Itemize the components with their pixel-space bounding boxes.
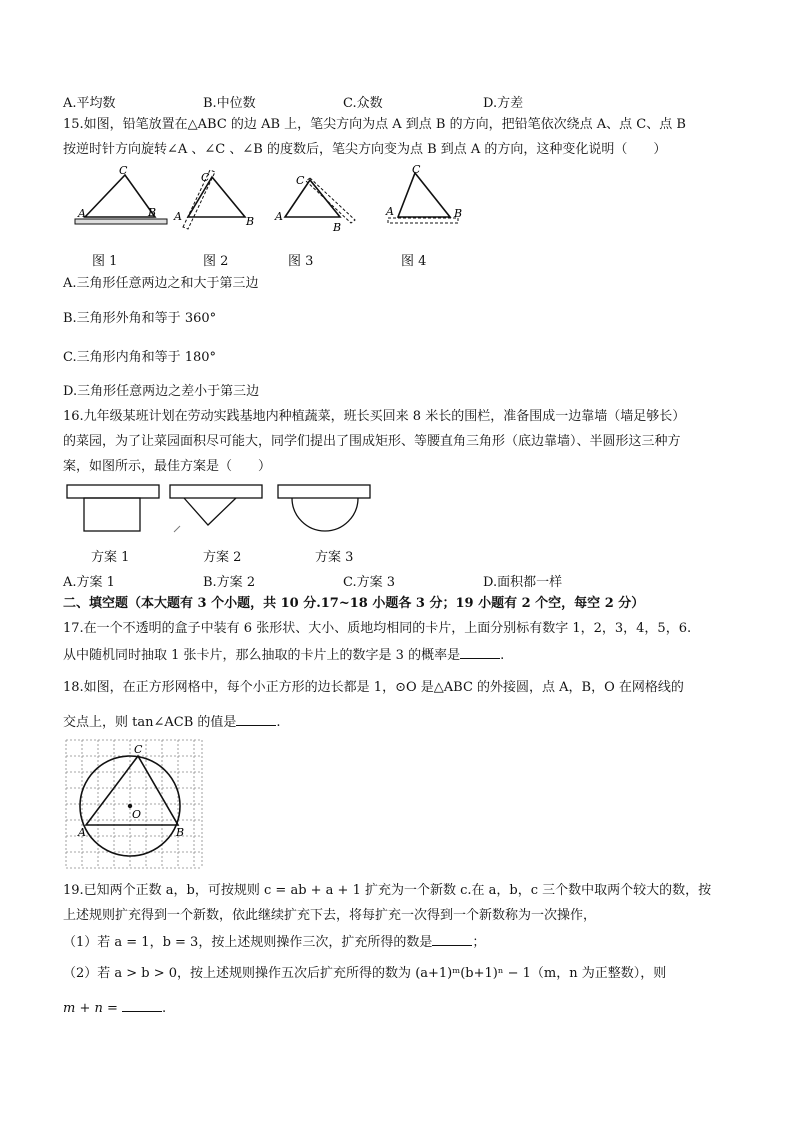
q14-option-d: D.方差	[483, 96, 524, 111]
q16-plan-2	[170, 485, 262, 532]
q15-label-a: A	[78, 207, 86, 220]
svg-text:C: C	[201, 171, 210, 184]
q15-option-d: D.三角形任意两边之差小于第三边	[63, 384, 260, 399]
q16-plan-3	[278, 485, 370, 531]
svg-text:B: B	[246, 215, 255, 228]
section-2-heading: 二、填空题（本大题有 3 个小题，共 10 分.17~18 小题各 3 分；19 小题有 2 个空，每空 2 分）	[63, 596, 645, 611]
q16-caption-1: 方案 1	[91, 550, 130, 565]
q14-option-a: A.平均数	[63, 96, 116, 111]
q16-stem-line2: 的菜园，为了让菜园面积尽可能大，同学们提出了围成矩形、等腰直角三角形（底边靠墙）、半圆形这三种方	[63, 434, 681, 449]
q19-stem-line2: 上述规则扩充得到一个新数，依此继续扩充下去，将每扩充一次得到一个新数称为一次操作，	[63, 908, 597, 923]
q19-answer-blank-1	[432, 933, 472, 946]
q16-figures	[64, 482, 384, 542]
q19-answer-blank-2	[122, 999, 162, 1012]
q16-option-a: A.方案 1	[63, 575, 115, 590]
q18-figure	[66, 740, 206, 870]
svg-text:A: A	[174, 210, 182, 223]
q15-figures	[70, 165, 490, 235]
q15-figure-1	[75, 164, 167, 224]
q19-part-2: （2）若 a > b > 0，按上述规则操作五次后扩充所得的数为 (a+1)ᵐ(b+1)ⁿ − 1（m，n 为正整数），则	[63, 966, 667, 981]
q17-stem-line2: 从中随机同时抽取 1 张卡片，那么抽取的卡片上的数字是 3 的概率是 .	[63, 648, 505, 663]
q15-figure-4	[385, 163, 462, 223]
q15-option-c: C.三角形内角和等于 180°	[63, 350, 217, 365]
q15-option-b: B.三角形外角和等于 360°	[63, 311, 217, 326]
q15-stem-line1: 15.如图，铅笔放置在△ABC 的边 AB 上，笔尖方向为点 A 到点 B 的方向，把铅笔依次绕点 A、点 C、点 B	[63, 117, 686, 132]
q18-answer-blank	[236, 713, 276, 726]
q16-option-c: C.方案 3	[343, 575, 396, 590]
q16-stem-line3: 案，如图所示，最佳方案是（ ）	[63, 459, 272, 474]
q14-option-c: C.众数	[343, 96, 383, 111]
q15-figure-2	[173, 170, 254, 229]
q16-plan-1	[67, 485, 159, 531]
q15-label-b: B	[148, 206, 157, 219]
svg-text:C: C	[296, 174, 305, 187]
q15-caption-2: 图 2	[203, 254, 229, 269]
q15-caption-4: 图 4	[401, 254, 427, 269]
q19-part-2-answer: m + n = .	[63, 1001, 167, 1016]
q16-caption-2: 方案 2	[203, 550, 242, 565]
q18-stem-line1: 18.如图，在正方形网格中，每个小正方形的边长都是 1，⊙O 是△ABC 的外接圆，点 A，B，O 在网格线的	[63, 680, 684, 695]
q15-figure-3	[274, 174, 355, 234]
q18-label-c: C	[134, 743, 143, 756]
q17-stem-line1: 17.在一个不透明的盒子中装有 6 张形状、大小、质地均相同的卡片，上面分别标有数字 1，2，3，4，5，6.	[63, 621, 692, 636]
svg-text:A: A	[275, 210, 283, 223]
q16-option-d: D.面积都一样	[483, 575, 563, 590]
svg-text:A: A	[386, 205, 394, 218]
svg-text:C: C	[412, 163, 421, 176]
q14-option-b: B.中位数	[203, 96, 256, 111]
q16-caption-3: 方案 3	[315, 550, 354, 565]
q15-caption-1: 图 1	[92, 254, 118, 269]
q19-part-1: （1）若 a = 1，b = 3，按上述规则操作三次，扩充所得的数是 ；	[63, 935, 486, 950]
q16-stem-line1: 16.九年级某班计划在劳动实践基地内种植蔬菜，班长买回来 8 米长的围栏，准备围成一边靠墙（墙足够长）	[63, 409, 686, 424]
q18-stem-line2: 交点上，则 tan∠ACB 的值是 .	[63, 715, 281, 730]
svg-text:B: B	[454, 207, 463, 220]
q15-stem-line2: 按逆时针方向旋转∠A 、∠C 、∠B 的度数后，笔尖方向变为点 B 到点 A 的方向，这种变化说明（ ）	[63, 142, 667, 157]
q15-option-a: A.三角形任意两边之和大于第三边	[63, 276, 259, 291]
q18-label-a: A	[78, 826, 86, 839]
q18-label-o: O	[132, 808, 142, 821]
q15-label-c: C	[119, 164, 128, 177]
q16-option-b: B.方案 2	[203, 575, 256, 590]
q19-stem-line1: 19.已知两个正数 a，b，可按规则 c = ab + a + 1 扩充为一个新数 c.在 a，b，c 三个数中取两个较大的数，按	[63, 883, 712, 898]
q17-answer-blank	[460, 646, 500, 659]
q18-grid	[66, 740, 202, 868]
q15-caption-3: 图 3	[288, 254, 314, 269]
svg-text:B: B	[333, 221, 342, 234]
q18-label-b: B	[176, 826, 185, 839]
